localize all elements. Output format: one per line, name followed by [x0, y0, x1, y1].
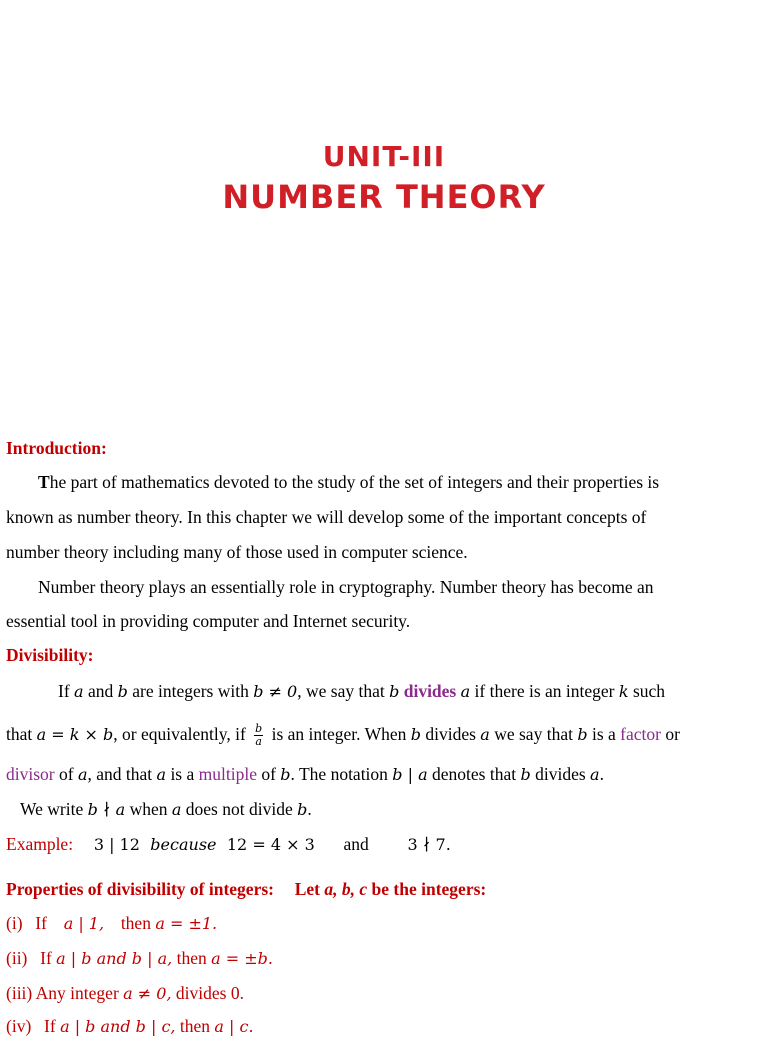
example-expression: 3 ∤ 7. — [407, 835, 451, 854]
item-number: (i) — [6, 913, 23, 933]
text: We write — [20, 799, 84, 819]
denominator: a — [255, 735, 262, 749]
var: b — [389, 682, 400, 701]
divisibility-definition-line-1 — [58, 679, 762, 704]
text: be the integers: — [371, 879, 487, 899]
condition: a | 1, — [63, 914, 105, 933]
text: and — [343, 834, 369, 854]
text: is an integer. When — [271, 724, 407, 744]
drop-letter: T — [38, 472, 50, 492]
text: . The notation — [290, 764, 388, 784]
var: a — [460, 682, 471, 701]
condition: b ≠ 0 — [253, 682, 298, 701]
text: then — [176, 948, 207, 968]
text: does not divide — [185, 799, 293, 819]
property-item-2 — [6, 946, 762, 971]
divisibility-definition-line-4 — [20, 797, 762, 822]
var: b — [297, 800, 308, 819]
condition: a | b and b | c, — [60, 1017, 176, 1036]
term-divides: divides — [403, 681, 457, 701]
divisibility-heading: Divisibility: — [6, 645, 94, 665]
condition: a ≠ 0, — [123, 984, 172, 1003]
property-item-4 — [6, 1014, 762, 1039]
example-line — [6, 832, 762, 857]
unit-title: UNIT-III — [322, 140, 446, 173]
introduction-heading: Introduction: — [6, 438, 107, 458]
result: a = ±b. — [211, 949, 273, 968]
intro-paragraph-line-2: known as number theory. In this chapter we will develop some of the important concepts of — [6, 507, 647, 527]
notation: b | a — [392, 765, 428, 784]
example-expression: 3 | 12 — [93, 835, 140, 854]
intro-paragraph-line-1 — [38, 470, 762, 494]
term-divisor: divisor — [6, 764, 55, 784]
text: if there is an integer — [474, 681, 615, 701]
var: b — [410, 725, 421, 744]
intro-paragraph2-line-1: Number theory plays an essentially role in cryptography. Number theory has become an — [38, 577, 654, 597]
equation: a = k × b — [36, 725, 114, 744]
divisibility-definition-line-2 — [6, 722, 762, 748]
text: then — [120, 913, 151, 933]
text: when — [129, 799, 168, 819]
text: denotes that — [432, 764, 517, 784]
result: a = ±1. — [155, 914, 218, 933]
var: b — [577, 725, 588, 744]
var: a — [74, 682, 84, 701]
fraction-b-over-a — [254, 723, 263, 748]
text: , and that — [87, 764, 153, 784]
condition: a | b and b | a, — [56, 949, 173, 968]
text: we say that — [494, 724, 573, 744]
property-item-3 — [6, 981, 762, 1006]
text: Let — [294, 879, 320, 899]
properties-vars: a, b, c — [324, 879, 368, 899]
numerator: b — [255, 722, 263, 736]
example-label: Example: — [6, 834, 74, 854]
example-because: because — [150, 835, 217, 854]
text: such — [632, 681, 666, 701]
example-expression: 12 = 4 × 3 — [226, 835, 315, 854]
item-number: (iv) — [6, 1016, 32, 1036]
notation: b ∤ a — [87, 800, 126, 819]
text: divides 0. — [175, 983, 244, 1003]
var: a — [171, 800, 182, 819]
intro-text: he part of mathematics devoted to the study of the set of integers and their properties is — [49, 472, 660, 492]
text: If — [40, 948, 52, 968]
var: b — [117, 682, 128, 701]
var: b — [280, 765, 291, 784]
item-number: (iii) — [6, 983, 33, 1003]
text: , or equivalently, if — [113, 724, 246, 744]
text: of — [261, 764, 276, 784]
text: Any integer — [35, 983, 119, 1003]
text: and — [87, 681, 114, 701]
var: a — [156, 765, 167, 784]
term-factor: factor — [620, 724, 661, 744]
text: If — [44, 1016, 56, 1036]
text: If — [58, 681, 70, 701]
result: a | c. — [214, 1017, 254, 1036]
properties-heading — [6, 877, 762, 901]
text: are integers with — [132, 681, 249, 701]
properties-title: Properties of divisibility of integers: — [6, 879, 274, 899]
text: is a — [170, 764, 195, 784]
text: is a — [591, 724, 616, 744]
text: that — [6, 724, 33, 744]
intro-paragraph2-line-2: essential tool in providing computer and Internet security. — [6, 611, 411, 631]
property-item-1 — [6, 911, 762, 936]
item-number: (ii) — [6, 948, 28, 968]
text: If — [35, 913, 47, 933]
text: divides — [535, 764, 586, 784]
var: k — [618, 682, 629, 701]
text: then — [179, 1016, 211, 1036]
var: a — [590, 765, 600, 784]
chapter-title: NUMBER THEORY — [222, 178, 546, 216]
text: or — [665, 724, 680, 744]
text: , we say that — [297, 681, 385, 701]
text: . — [307, 799, 312, 819]
divisibility-definition-line-3 — [6, 762, 762, 787]
intro-paragraph-line-3: number theory including many of those used in computer science. — [6, 542, 468, 562]
text: divides — [425, 724, 476, 744]
var: a — [480, 725, 490, 744]
text: of — [59, 764, 74, 784]
term-multiple: multiple — [198, 764, 257, 784]
var: b — [520, 765, 531, 784]
text: . — [599, 764, 604, 784]
var: a — [77, 765, 88, 784]
